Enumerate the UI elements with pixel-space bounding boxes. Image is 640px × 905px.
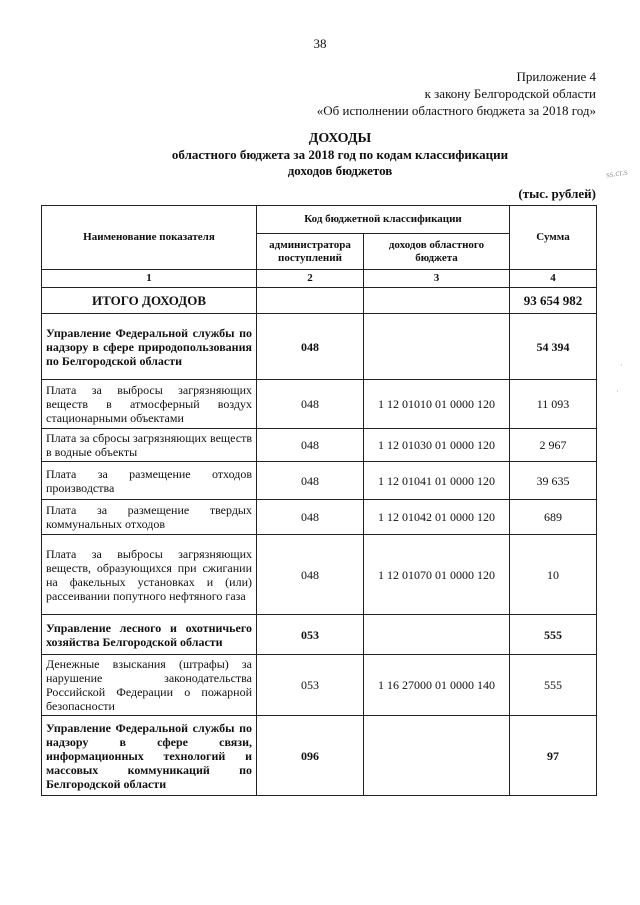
table-row (42, 615, 597, 655)
row-admin-code: 053 (257, 615, 364, 655)
table-row (42, 535, 597, 615)
revenue-table (41, 205, 597, 796)
row-revenue-code: 1 12 01042 01 0000 120 (364, 500, 510, 535)
scan-dot: · (616, 386, 619, 396)
header-admin: администратора поступлений (257, 234, 364, 270)
row-admin-code: 096 (257, 716, 364, 796)
scan-dot: · (620, 360, 623, 370)
table-row (42, 462, 597, 500)
row-admin-code: 048 (257, 500, 364, 535)
row-sum: 11 093 (510, 380, 597, 429)
column-number: 4 (510, 270, 597, 288)
appendix-line-3: «Об исполнении областного бюджета за 2018 год» (316, 103, 596, 118)
header-code-group: Код бюджетной классификации (257, 206, 510, 234)
appendix-line-1: Приложение 4 (516, 69, 596, 84)
row-name: Плата за выбросы загрязняющих веществ, образующихся при сжигании на факельных установках и (или) рассеивании попутного нефтяного газа (42, 535, 257, 615)
row-sum: 54 394 (510, 314, 597, 380)
row-admin-code: 048 (257, 535, 364, 615)
row-admin-code: 048 (257, 429, 364, 462)
row-sum: 689 (510, 500, 597, 535)
row-revenue-code (364, 716, 510, 796)
column-number: 1 (42, 270, 257, 288)
row-sum: 10 (510, 535, 597, 615)
header-revenue-code: доходов областного бюджета (364, 234, 510, 270)
row-name: Управление Федеральной службы по надзору в сфере природопользования по Белгородской области (42, 314, 257, 380)
row-name: Управление лесного и охотничьего хозяйства Белгородской области (42, 615, 257, 655)
subtitle-line-1: областного бюджета за 2018 год по кодам классификации (171, 147, 509, 162)
row-admin-code: 053 (257, 655, 364, 716)
row-admin-code: 048 (257, 380, 364, 429)
table-row (42, 314, 597, 380)
row-sum: 97 (510, 716, 597, 796)
row-revenue-code (364, 615, 510, 655)
row-admin-code: 048 (257, 462, 364, 500)
total-label: ИТОГО ДОХОДОВ (42, 288, 257, 314)
appendix-line-2: к закону Белгородской области (424, 86, 596, 101)
header-sum: Сумма (510, 206, 597, 270)
scan-artifact: ss.cr.s (605, 166, 629, 180)
row-admin-code: 048 (257, 314, 364, 380)
table-row (42, 716, 597, 796)
row-revenue-code: 1 12 01030 01 0000 120 (364, 429, 510, 462)
row-revenue-code: 1 12 01010 01 0000 120 (364, 380, 510, 429)
row-revenue-code: 1 12 01070 01 0000 120 (364, 535, 510, 615)
total-value: 93 654 982 (510, 288, 597, 314)
table-row (42, 655, 597, 716)
empty-cell (257, 288, 364, 314)
row-name: Управление Федеральной службы по надзору в сфере связи, информационных технологий и массовых коммуникаций по Белгородской области (42, 716, 257, 796)
page-number: 38 (313, 36, 327, 51)
row-revenue-code: 1 16 27000 01 0000 140 (364, 655, 510, 716)
row-name: Плата за сбросы загрязняющих веществ в водные объекты (42, 429, 257, 462)
row-sum: 39 635 (510, 462, 597, 500)
total-row (42, 288, 597, 314)
table-row (42, 429, 597, 462)
subtitle-line-2: доходов бюджетов (287, 163, 393, 178)
units-label: (тыс. рублей) (518, 186, 596, 201)
row-revenue-code (364, 314, 510, 380)
document-subtitle (0, 147, 640, 179)
row-name: Плата за размещение твердых коммунальных отходов (42, 500, 257, 535)
column-number: 2 (257, 270, 364, 288)
row-name: Плата за размещение отходов производства (42, 462, 257, 500)
row-name: Плата за выбросы загрязняющих веществ в атмосферный воздух стационарными объектами (42, 380, 257, 429)
table-row (42, 380, 597, 429)
column-number: 3 (364, 270, 510, 288)
row-sum: 555 (510, 655, 597, 716)
row-sum: 2 967 (510, 429, 597, 462)
row-name: Денежные взыскания (штрафы) за нарушение законодательства Российской Федерации о пожарной безопасности (42, 655, 257, 716)
row-sum: 555 (510, 615, 597, 655)
header-name: Наименование показателя (42, 206, 257, 270)
appendix-header (317, 68, 596, 119)
table-row (42, 500, 597, 535)
empty-cell (364, 288, 510, 314)
document-title: ДОХОДЫ (308, 131, 372, 146)
row-revenue-code: 1 12 01041 01 0000 120 (364, 462, 510, 500)
